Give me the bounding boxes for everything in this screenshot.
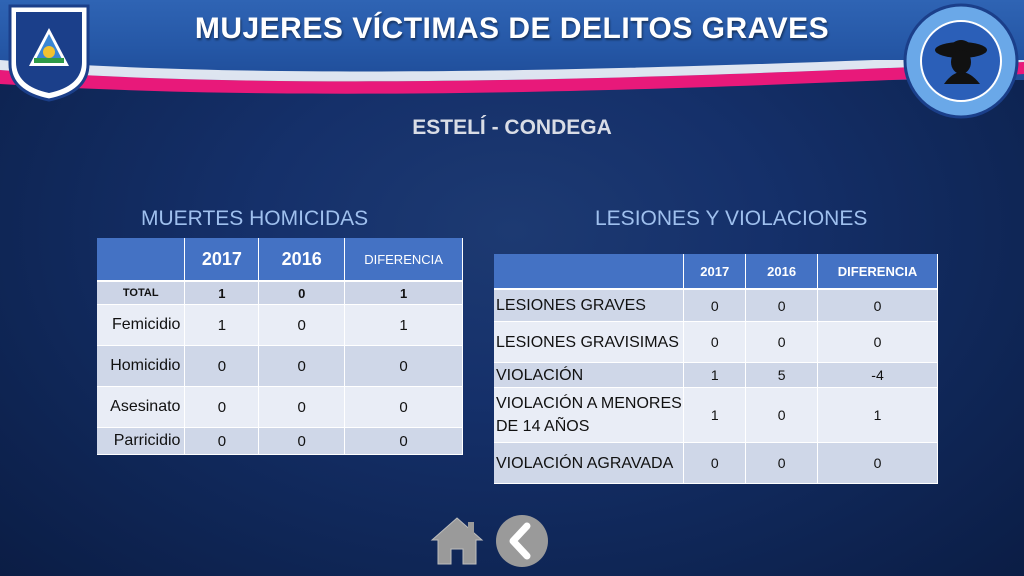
header-cell-diferencia: DIFERENCIA — [345, 238, 463, 281]
row-label: Parricidio — [97, 428, 185, 455]
cell-diferencia: 0 — [818, 443, 938, 484]
cell-2016: 0 — [746, 289, 818, 322]
header-cell — [494, 254, 684, 289]
table-row — [494, 363, 938, 388]
chevron-left-icon — [495, 514, 549, 568]
header-cell-2017: 2017 — [185, 238, 259, 281]
muertes-homicidas-table — [97, 238, 463, 455]
table-row — [97, 387, 463, 428]
row-label: LESIONES GRAVISIMAS — [494, 322, 684, 363]
cell-2017: 1 — [684, 388, 746, 443]
row-label: Femicidio — [97, 305, 185, 346]
cell-2017: 0 — [185, 346, 259, 387]
cell-2017: 1 — [185, 281, 259, 305]
cell-2016: 5 — [746, 363, 818, 388]
cell-2016: 0 — [259, 387, 345, 428]
row-label: TOTAL — [97, 281, 185, 305]
cell-2016: 0 — [259, 281, 345, 305]
total-row — [97, 281, 463, 305]
header-cell-diferencia: DIFERENCIA — [818, 254, 938, 289]
cell-diferencia: 1 — [818, 388, 938, 443]
table-row — [97, 346, 463, 387]
header-cell — [97, 238, 185, 281]
table-row — [494, 388, 938, 443]
cell-diferencia: 0 — [345, 387, 463, 428]
cell-2016: 0 — [259, 305, 345, 346]
cell-2016: 0 — [259, 428, 345, 455]
page-title: MUJERES VÍCTIMAS DE DELITOS GRAVES — [194, 12, 830, 45]
header-cell-2016: 2016 — [259, 238, 345, 281]
lesiones-violaciones-table — [494, 254, 938, 484]
cell-diferencia: 1 — [345, 281, 463, 305]
row-label: Homicidio — [97, 346, 185, 387]
cell-2017: 1 — [684, 363, 746, 388]
cell-2017: 0 — [185, 387, 259, 428]
header-cell-2017: 2017 — [684, 254, 746, 289]
policia-nacional-logo — [6, 2, 92, 102]
cell-2016: 0 — [746, 322, 818, 363]
sandino-logo — [902, 2, 1020, 120]
cell-diferencia: 0 — [818, 289, 938, 322]
cell-2017: 0 — [684, 443, 746, 484]
table-row — [494, 289, 938, 322]
row-label: Asesinato — [97, 387, 185, 428]
table-row — [97, 428, 463, 455]
cell-2017: 0 — [185, 428, 259, 455]
muertes-homicidas-title: MUERTES HOMICIDAS — [141, 207, 369, 230]
cell-2016: 0 — [746, 388, 818, 443]
cell-diferencia: 0 — [818, 322, 938, 363]
row-label: VIOLACIÓN — [494, 363, 684, 388]
cell-diferencia: -4 — [818, 363, 938, 388]
cell-2016: 0 — [746, 443, 818, 484]
cell-2017: 1 — [185, 305, 259, 346]
row-label: VIOLACIÓN AGRAVADA — [494, 443, 684, 484]
row-label: LESIONES GRAVES — [494, 289, 684, 322]
cell-2017: 0 — [684, 289, 746, 322]
header-accent-stripe — [0, 60, 1024, 100]
back-button[interactable] — [495, 514, 549, 568]
cell-2017: 0 — [684, 322, 746, 363]
location-subtitle: ESTELÍ - CONDEGA — [412, 116, 612, 139]
table-header-row — [97, 238, 463, 281]
table-header-row — [494, 254, 938, 289]
table-row — [97, 305, 463, 346]
lesiones-violaciones-title: LESIONES Y VIOLACIONES — [595, 207, 868, 230]
table-row — [494, 322, 938, 363]
cell-diferencia: 0 — [345, 428, 463, 455]
cell-diferencia: 0 — [345, 346, 463, 387]
header-cell-2016: 2016 — [746, 254, 818, 289]
home-icon — [428, 514, 486, 566]
table-row — [494, 443, 938, 484]
cell-diferencia: 1 — [345, 305, 463, 346]
row-label: VIOLACIÓN A MENORES DE 14 AÑOS — [494, 388, 684, 443]
cell-2016: 0 — [259, 346, 345, 387]
home-button[interactable] — [428, 514, 486, 566]
